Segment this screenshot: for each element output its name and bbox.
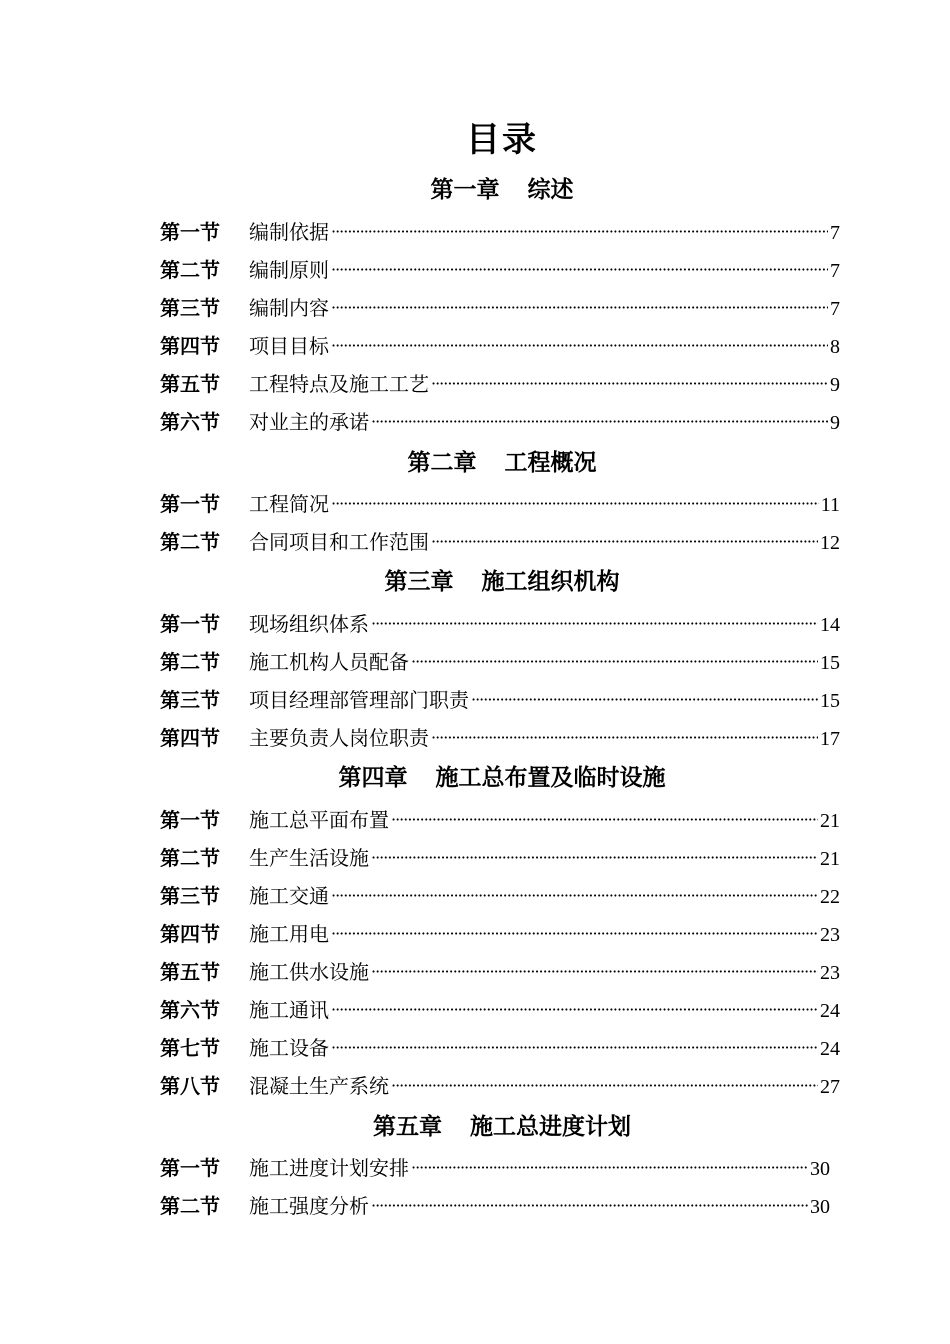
section-name: 施工通讯	[249, 998, 329, 1022]
section-name: 施工强度分析	[249, 1194, 369, 1218]
section-name: 编制依据	[249, 220, 329, 244]
section-number: 第三节	[160, 688, 220, 712]
section-name: 主要负责人岗位职责	[249, 726, 429, 750]
section-number: 第四节	[160, 726, 220, 750]
toc-entry[interactable]	[160, 490, 840, 518]
leader-dots	[431, 528, 818, 556]
chapter-2-heading[interactable]	[0, 448, 950, 478]
leader-dots	[371, 958, 818, 986]
toc-entry[interactable]	[160, 256, 840, 284]
section-name: 生产生活设施	[249, 846, 369, 870]
section-number: 第六节	[160, 410, 220, 434]
page-number: 7	[830, 222, 840, 244]
section-name: 编制原则	[249, 258, 329, 282]
section-number: 第三节	[160, 296, 220, 320]
toc-entry[interactable]	[160, 882, 840, 910]
page-number: 15	[820, 652, 840, 674]
section-name: 施工设备	[249, 1036, 329, 1060]
section-name: 施工进度计划安排	[249, 1156, 409, 1180]
page-number: 8	[830, 336, 840, 358]
section-number: 第四节	[160, 334, 220, 358]
section-name: 项目经理部管理部门职责	[249, 688, 469, 712]
page-number: 14	[820, 614, 840, 636]
section-number: 第一节	[160, 612, 220, 636]
section-number: 第一节	[160, 220, 220, 244]
chapter-number: 第三章	[384, 568, 454, 595]
section-number: 第八节	[160, 1074, 220, 1098]
section-number: 第五节	[160, 372, 220, 396]
leader-dots	[331, 256, 828, 284]
section-name: 工程简况	[249, 492, 329, 516]
section-number: 第二节	[160, 650, 220, 674]
leader-dots	[371, 408, 828, 436]
section-number: 第一节	[160, 808, 220, 832]
section-name: 混凝土生产系统	[249, 1074, 389, 1098]
leader-dots	[331, 882, 818, 910]
page-title: 目录	[466, 120, 538, 160]
leader-dots	[331, 218, 828, 246]
chapter-number: 第四章	[338, 764, 408, 791]
page-number: 9	[830, 412, 840, 434]
chapter-name: 综述	[527, 176, 574, 203]
page-number: 7	[830, 298, 840, 320]
section-number: 第二节	[160, 530, 220, 554]
page-number: 17	[820, 728, 840, 750]
page-number: 24	[820, 1038, 840, 1060]
page-number: 22	[820, 886, 840, 908]
section-name: 施工供水设施	[249, 960, 369, 984]
leader-dots	[471, 686, 818, 714]
toc-entry[interactable]	[160, 294, 840, 322]
chapter-number: 第一章	[430, 176, 500, 203]
page-number: 21	[820, 810, 840, 832]
section-name: 工程特点及施工工艺	[249, 372, 429, 396]
page-number: 7	[830, 260, 840, 282]
page-number: 23	[820, 962, 840, 984]
section-name: 对业主的承诺	[249, 410, 369, 434]
section-name: 施工机构人员配备	[249, 650, 409, 674]
chapter-name: 施工总进度计划	[470, 1113, 631, 1140]
section-name: 施工交通	[249, 884, 329, 908]
chapter-3-heading[interactable]	[0, 567, 950, 597]
toc-entry[interactable]	[160, 806, 840, 834]
chapter-name: 施工总布置及临时设施	[435, 764, 666, 791]
leader-dots	[331, 996, 818, 1024]
leader-dots	[331, 920, 818, 948]
section-number: 第三节	[160, 884, 220, 908]
leader-dots	[431, 724, 818, 752]
section-name: 现场组织体系	[249, 612, 369, 636]
leader-dots	[331, 294, 828, 322]
leader-dots	[391, 806, 818, 834]
toc-entry[interactable]	[160, 996, 840, 1024]
section-number: 第二节	[160, 1194, 220, 1218]
page-number: 27	[820, 1076, 840, 1098]
section-name: 编制内容	[249, 296, 329, 320]
toc-entry[interactable]	[160, 1154, 830, 1182]
page-number: 15	[820, 690, 840, 712]
section-number: 第二节	[160, 258, 220, 282]
chapter-name: 工程概况	[504, 449, 597, 476]
toc-entry[interactable]	[160, 408, 840, 436]
toc-entry[interactable]	[160, 844, 840, 872]
page-number: 23	[820, 924, 840, 946]
leader-dots	[391, 1072, 818, 1100]
leader-dots	[411, 648, 818, 676]
page-number: 9	[830, 374, 840, 396]
section-number: 第五节	[160, 960, 220, 984]
page-number: 12	[820, 532, 840, 554]
page-number: 21	[820, 848, 840, 870]
toc-entry[interactable]	[160, 332, 840, 360]
leader-dots	[371, 1192, 808, 1220]
leader-dots	[331, 332, 828, 360]
leader-dots	[371, 844, 818, 872]
chapter-4-heading[interactable]	[0, 763, 950, 793]
toc-entry[interactable]	[160, 370, 840, 398]
toc-entry[interactable]	[160, 610, 840, 638]
toc-entry[interactable]	[160, 920, 840, 948]
page-number: 30	[810, 1158, 830, 1180]
toc-entry[interactable]	[160, 648, 840, 676]
leader-dots	[431, 370, 828, 398]
toc-entry[interactable]	[160, 1072, 840, 1100]
section-number: 第七节	[160, 1036, 220, 1060]
toc-entry[interactable]	[160, 1034, 840, 1062]
section-number: 第一节	[160, 1156, 220, 1180]
section-name: 合同项目和工作范围	[249, 530, 429, 554]
chapter-5-heading[interactable]	[0, 1112, 950, 1142]
chapter-1-heading[interactable]	[0, 175, 950, 205]
section-number: 第六节	[160, 998, 220, 1022]
toc-entry[interactable]	[160, 686, 840, 714]
toc-entry[interactable]	[160, 958, 840, 986]
chapter-number: 第五章	[373, 1113, 442, 1140]
chapter-number: 第二章	[407, 449, 477, 476]
toc-entry[interactable]	[160, 1192, 830, 1220]
toc-entry[interactable]	[160, 218, 840, 246]
toc-entry[interactable]	[160, 528, 840, 556]
leader-dots	[411, 1154, 808, 1182]
section-name: 施工用电	[249, 922, 329, 946]
page-number: 24	[820, 1000, 840, 1022]
section-number: 第二节	[160, 846, 220, 870]
page-number: 30	[810, 1196, 830, 1218]
section-number: 第四节	[160, 922, 220, 946]
leader-dots	[331, 490, 819, 518]
leader-dots	[331, 1034, 818, 1062]
section-name: 施工总平面布置	[249, 808, 389, 832]
chapter-name: 施工组织机构	[481, 568, 620, 595]
toc-entry[interactable]	[160, 724, 840, 752]
page-number: 11	[820, 494, 840, 516]
section-name: 项目目标	[249, 334, 329, 358]
section-number: 第一节	[160, 492, 220, 516]
leader-dots	[371, 610, 818, 638]
